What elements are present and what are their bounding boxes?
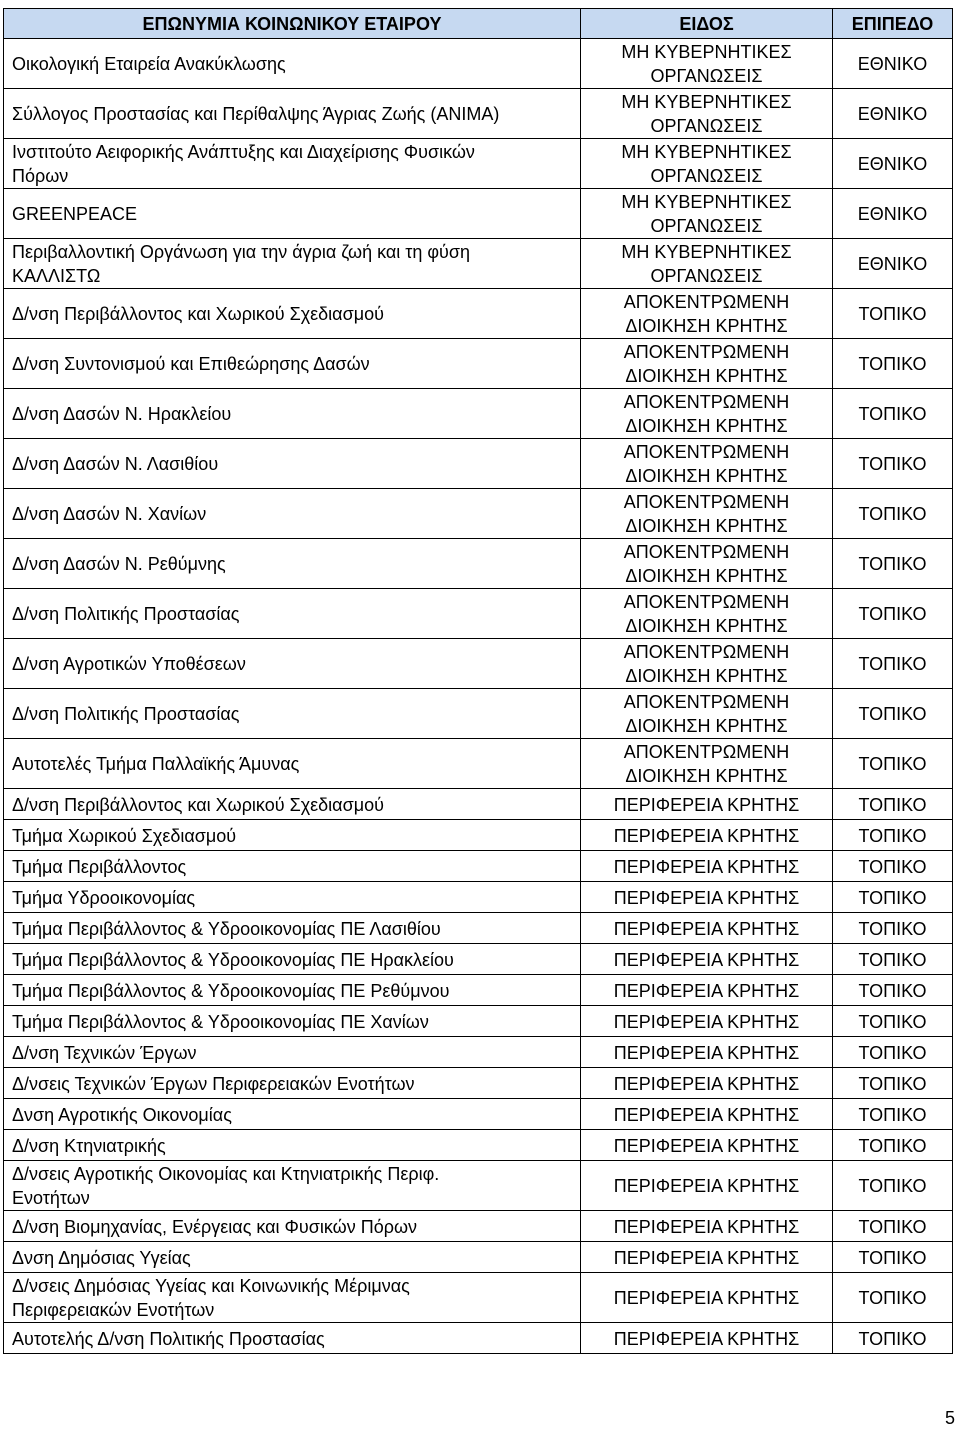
- organization-type: ΔΙΟΙΚΗΣΗ ΚΡΗΤΗΣ: [625, 366, 788, 386]
- organization-level: ΤΟΠΙΚΟ: [858, 654, 927, 674]
- organization-name: Δ/νση Συντονισμού και Επιθεώρησης Δασών: [12, 354, 370, 374]
- organization-level-cell: [833, 439, 953, 489]
- table-row: [4, 1323, 953, 1354]
- organization-name: Ινστιτούτο Αειφορικής Ανάπτυξης και Διαχείρισης Φυσικών: [12, 142, 475, 162]
- organization-type-cell: [581, 189, 833, 239]
- organization-type-cell: [581, 1242, 833, 1273]
- organization-level-cell: [833, 489, 953, 539]
- table-row: [4, 1068, 953, 1099]
- organization-type: ΠΕΡΙΦΕΡΕΙΑ ΚΡΗΤΗΣ: [613, 1042, 800, 1063]
- header-row: [4, 9, 953, 39]
- organization-name-cell: [4, 1037, 581, 1068]
- table-row: [4, 851, 953, 882]
- organization-name: Δ/νση Δασών Ν. Λασιθίου: [12, 454, 219, 474]
- organization-level-cell: [833, 639, 953, 689]
- organization-name: Τμήμα Περιβάλλοντος & Υδροοικονομίας ΠΕ Ρεθύμνου: [12, 980, 450, 1001]
- organization-level-cell: [833, 239, 953, 289]
- organization-level: ΤΟΠΙΚΟ: [858, 1104, 927, 1125]
- organization-name-cell: [4, 1068, 581, 1099]
- organization-level: ΤΟΠΙΚΟ: [858, 980, 927, 1001]
- organization-level: ΤΟΠΙΚΟ: [858, 794, 927, 815]
- table-row: [4, 739, 953, 789]
- table-row: [4, 882, 953, 913]
- organization-type: ΠΕΡΙΦΕΡΕΙΑ ΚΡΗΤΗΣ: [613, 825, 800, 846]
- organization-type-cell: [581, 882, 833, 913]
- organization-level: ΕΘΝΙΚΟ: [857, 54, 928, 74]
- organization-type: ΜΗ ΚΥΒΕΡΝΗΤΙΚΕΣ: [621, 192, 792, 212]
- organization-name: Δ/νσεις Δημόσιας Υγείας και Κοινωνικής Μέριμνας: [12, 1276, 410, 1296]
- organization-name: Τμήμα Χωρικού Σχεδιασμού: [12, 825, 237, 846]
- organization-type: ΠΕΡΙΦΕΡΕΙΑ ΚΡΗΤΗΣ: [613, 856, 800, 877]
- organization-name: Δ/νση Κτηνιατρικής: [12, 1135, 166, 1156]
- partners-table: [3, 8, 953, 1354]
- organization-type: ΟΡΓΑΝΩΣΕΙΣ: [650, 216, 763, 236]
- table-row: [4, 139, 953, 189]
- page-number: 5: [944, 1408, 955, 1428]
- organization-name: Ενοτήτων: [12, 1188, 90, 1208]
- organization-level: ΤΟΠΙΚΟ: [858, 1042, 927, 1063]
- organization-type: ΑΠΟΚΕΝΤΡΩΜΕΝΗ: [623, 442, 790, 462]
- organization-type-cell: [581, 1068, 833, 1099]
- organization-level-cell: [833, 789, 953, 820]
- table-row: [4, 339, 953, 389]
- organization-level: ΤΟΠΙΚΟ: [858, 1216, 927, 1237]
- organization-level: ΤΟΠΙΚΟ: [858, 1288, 927, 1308]
- organization-type-cell: [581, 1323, 833, 1354]
- organization-name-cell: [4, 389, 581, 439]
- organization-level: ΤΟΠΙΚΟ: [858, 1176, 927, 1196]
- organization-name: Περιφερειακών Ενοτήτων: [12, 1300, 215, 1320]
- organization-name: Δ/νση Πολιτικής Προστασίας: [12, 604, 240, 624]
- table-row: [4, 1130, 953, 1161]
- organization-level: ΤΟΠΙΚΟ: [858, 1247, 927, 1268]
- organization-type: ΠΕΡΙΦΕΡΕΙΑ ΚΡΗΤΗΣ: [613, 1011, 800, 1032]
- organization-level-cell: [833, 539, 953, 589]
- organization-level-cell: [833, 739, 953, 789]
- organization-type: ΜΗ ΚΥΒΕΡΝΗΤΙΚΕΣ: [621, 42, 792, 62]
- table-header: [4, 9, 953, 39]
- organization-type-cell: [581, 913, 833, 944]
- organization-name: Δ/νση Αγροτικών Υποθέσεων: [12, 654, 246, 674]
- organization-name: Τμήμα Περιβάλλοντος & Υδροοικονομίας ΠΕ Ηρακλείου: [12, 949, 454, 970]
- table-body: [4, 39, 953, 1354]
- organization-name-cell: [4, 1273, 581, 1323]
- organization-type: ΔΙΟΙΚΗΣΗ ΚΡΗΤΗΣ: [625, 316, 788, 336]
- organization-name: Οικολογική Εταιρεία Ανακύκλωσης: [12, 54, 286, 74]
- organization-level-cell: [833, 1006, 953, 1037]
- organization-level: ΕΘΝΙΚΟ: [857, 154, 928, 174]
- organization-type-cell: [581, 1006, 833, 1037]
- organization-level: ΤΟΠΙΚΟ: [858, 554, 927, 574]
- organization-level-cell: [833, 820, 953, 851]
- organization-name: ΚΑΛΛΙΣΤΩ: [12, 266, 101, 286]
- organization-type: ΠΕΡΙΦΕΡΕΙΑ ΚΡΗΤΗΣ: [613, 1176, 800, 1196]
- organization-type-cell: [581, 1273, 833, 1323]
- organization-level: ΤΟΠΙΚΟ: [858, 304, 927, 324]
- organization-name-cell: [4, 975, 581, 1006]
- table-row: [4, 689, 953, 739]
- table-row: [4, 489, 953, 539]
- organization-name-cell: [4, 1099, 581, 1130]
- table-row: [4, 1211, 953, 1242]
- organization-type-cell: [581, 89, 833, 139]
- organization-name: Τμήμα Περιβάλλοντος & Υδροοικονομίας ΠΕ Χανίων: [12, 1011, 429, 1032]
- organization-level: ΤΟΠΙΚΟ: [858, 825, 927, 846]
- organization-level: ΤΟΠΙΚΟ: [858, 1135, 927, 1156]
- organization-name-cell: [4, 1130, 581, 1161]
- organization-name-cell: [4, 439, 581, 489]
- organization-level-cell: [833, 689, 953, 739]
- organization-type-cell: [581, 739, 833, 789]
- organization-name-cell: [4, 944, 581, 975]
- organization-name: Τμήμα Περιβάλλοντος: [12, 856, 187, 877]
- organization-level: ΤΟΠΙΚΟ: [858, 887, 927, 908]
- organization-type-cell: [581, 39, 833, 89]
- organization-name: Δνση Δημόσιας Υγείας: [12, 1247, 191, 1268]
- organization-name: Δ/νση Δασών Ν. Ηρακλείου: [12, 404, 232, 424]
- table-row: [4, 39, 953, 89]
- table-row: [4, 789, 953, 820]
- table-row: [4, 1006, 953, 1037]
- organization-level-cell: [833, 1273, 953, 1323]
- organization-type-cell: [581, 489, 833, 539]
- organization-name-cell: [4, 882, 581, 913]
- organization-level: ΕΘΝΙΚΟ: [857, 254, 928, 274]
- organization-level-cell: [833, 139, 953, 189]
- organization-level-cell: [833, 589, 953, 639]
- organization-level-cell: [833, 882, 953, 913]
- organization-type: ΠΕΡΙΦΕΡΕΙΑ ΚΡΗΤΗΣ: [613, 1288, 800, 1308]
- organization-level-cell: [833, 944, 953, 975]
- table-row: [4, 1161, 953, 1211]
- organization-level-cell: [833, 289, 953, 339]
- table-row: [4, 913, 953, 944]
- organization-level-cell: [833, 1211, 953, 1242]
- organization-level: ΕΘΝΙΚΟ: [857, 104, 928, 124]
- organization-type: ΜΗ ΚΥΒΕΡΝΗΤΙΚΕΣ: [621, 242, 792, 262]
- organization-type: ΔΙΟΙΚΗΣΗ ΚΡΗΤΗΣ: [625, 466, 788, 486]
- organization-level-cell: [833, 1242, 953, 1273]
- organization-level: ΤΟΠΙΚΟ: [858, 1011, 927, 1032]
- organization-type: ΑΠΟΚΕΝΤΡΩΜΕΝΗ: [623, 492, 790, 512]
- organization-level: ΤΟΠΙΚΟ: [858, 704, 927, 724]
- table-row: [4, 189, 953, 239]
- organization-name: Πόρων: [12, 166, 69, 186]
- organization-level-cell: [833, 1130, 953, 1161]
- organization-type-cell: [581, 539, 833, 589]
- organization-name-cell: [4, 851, 581, 882]
- organization-type-cell: [581, 1161, 833, 1211]
- organization-type: ΑΠΟΚΕΝΤΡΩΜΕΝΗ: [623, 692, 790, 712]
- organization-type: ΔΙΟΙΚΗΣΗ ΚΡΗΤΗΣ: [625, 566, 788, 586]
- organization-type: ΔΙΟΙΚΗΣΗ ΚΡΗΤΗΣ: [625, 616, 788, 636]
- organization-level: ΤΟΠΙΚΟ: [858, 949, 927, 970]
- organization-name: Περιβαλλοντική Οργάνωση για την άγρια ζωή και τη φύση: [12, 242, 471, 262]
- organization-type: ΜΗ ΚΥΒΕΡΝΗΤΙΚΕΣ: [621, 92, 792, 112]
- organization-name: Δνση Αγροτικής Οικονομίας: [12, 1104, 232, 1125]
- organization-level: ΤΟΠΙΚΟ: [858, 454, 927, 474]
- organization-level-cell: [833, 89, 953, 139]
- table-row: [4, 1242, 953, 1273]
- organization-name-cell: [4, 639, 581, 689]
- organization-type-cell: [581, 1130, 833, 1161]
- organization-type-cell: [581, 389, 833, 439]
- organization-type: ΑΠΟΚΕΝΤΡΩΜΕΝΗ: [623, 642, 790, 662]
- organization-type: ΠΕΡΙΦΕΡΕΙΑ ΚΡΗΤΗΣ: [613, 1104, 800, 1125]
- organization-level-cell: [833, 851, 953, 882]
- table-row: [4, 389, 953, 439]
- organization-name: Αυτοτελές Τμήμα Παλλαϊκής Άμυνας: [12, 754, 300, 774]
- organization-level-cell: [833, 39, 953, 89]
- organization-type: ΠΕΡΙΦΕΡΕΙΑ ΚΡΗΤΗΣ: [613, 1216, 800, 1237]
- organization-type-cell: [581, 789, 833, 820]
- organization-type: ΟΡΓΑΝΩΣΕΙΣ: [650, 266, 763, 286]
- organization-type-cell: [581, 589, 833, 639]
- organization-name-cell: [4, 39, 581, 89]
- organization-level: ΤΟΠΙΚΟ: [858, 754, 927, 774]
- organization-type: ΔΙΟΙΚΗΣΗ ΚΡΗΤΗΣ: [625, 666, 788, 686]
- organization-type: ΔΙΟΙΚΗΣΗ ΚΡΗΤΗΣ: [625, 516, 788, 536]
- organization-name: Σύλλογος Προστασίας και Περίθαλψης Άγριας Ζωής (ANIMA): [12, 104, 500, 124]
- organization-type: ΔΙΟΙΚΗΣΗ ΚΡΗΤΗΣ: [625, 766, 788, 786]
- organization-level: ΤΟΠΙΚΟ: [858, 856, 927, 877]
- organization-level-cell: [833, 1068, 953, 1099]
- organization-type: ΑΠΟΚΕΝΤΡΩΜΕΝΗ: [623, 292, 790, 312]
- organization-type-cell: [581, 944, 833, 975]
- table-row: [4, 944, 953, 975]
- organization-type: ΑΠΟΚΕΝΤΡΩΜΕΝΗ: [623, 392, 790, 412]
- organization-name: Αυτοτελής Δ/νση Πολιτικής Προστασίας: [12, 1328, 325, 1349]
- organization-name: Δ/νση Δασών Ν. Χανίων: [12, 504, 207, 524]
- organization-level-cell: [833, 1099, 953, 1130]
- organization-level: ΤΟΠΙΚΟ: [858, 604, 927, 624]
- organization-level: ΤΟΠΙΚΟ: [858, 404, 927, 424]
- organization-type-cell: [581, 639, 833, 689]
- organization-name-cell: [4, 789, 581, 820]
- organization-name-cell: [4, 1242, 581, 1273]
- organization-name-cell: [4, 339, 581, 389]
- table-row: [4, 89, 953, 139]
- organization-name-cell: [4, 589, 581, 639]
- column-header-level: ΕΠΙΠΕΔΟ: [833, 9, 953, 39]
- organization-type: ΑΠΟΚΕΝΤΡΩΜΕΝΗ: [623, 592, 790, 612]
- organization-level: ΤΟΠΙΚΟ: [858, 354, 927, 374]
- organization-type: ΠΕΡΙΦΕΡΕΙΑ ΚΡΗΤΗΣ: [613, 1247, 800, 1268]
- organization-name-cell: [4, 820, 581, 851]
- organization-level-cell: [833, 1161, 953, 1211]
- organization-type: ΜΗ ΚΥΒΕΡΝΗΤΙΚΕΣ: [621, 142, 792, 162]
- organization-type-cell: [581, 339, 833, 389]
- organization-name: Δ/νση Τεχνικών Έργων: [12, 1042, 197, 1063]
- organization-name: Δ/νσεις Αγροτικής Οικονομίας και Κτηνιατρικής Περιφ.: [12, 1164, 440, 1184]
- organization-type: ΔΙΟΙΚΗΣΗ ΚΡΗΤΗΣ: [625, 716, 788, 736]
- table-row: [4, 239, 953, 289]
- table-row: [4, 975, 953, 1006]
- organization-name-cell: [4, 913, 581, 944]
- organization-level: ΕΘΝΙΚΟ: [857, 204, 928, 224]
- organization-type: ΟΡΓΑΝΩΣΕΙΣ: [650, 116, 763, 136]
- organization-type: ΑΠΟΚΕΝΤΡΩΜΕΝΗ: [623, 342, 790, 362]
- organization-level-cell: [833, 189, 953, 239]
- organization-type: ΟΡΓΑΝΩΣΕΙΣ: [650, 66, 763, 86]
- organization-type: ΠΕΡΙΦΕΡΕΙΑ ΚΡΗΤΗΣ: [613, 887, 800, 908]
- organization-type: ΠΕΡΙΦΕΡΕΙΑ ΚΡΗΤΗΣ: [613, 1135, 800, 1156]
- organization-type: ΟΡΓΑΝΩΣΕΙΣ: [650, 166, 763, 186]
- organization-type-cell: [581, 439, 833, 489]
- organization-type: ΠΕΡΙΦΕΡΕΙΑ ΚΡΗΤΗΣ: [613, 949, 800, 970]
- organization-name: Δ/νση Δασών Ν. Ρεθύμνης: [12, 554, 226, 574]
- organization-type-cell: [581, 289, 833, 339]
- organization-name: GREENPEACE: [12, 204, 138, 224]
- organization-name-cell: [4, 239, 581, 289]
- organization-name: Δ/νση Περιβάλλοντος και Χωρικού Σχεδιασμού: [12, 304, 384, 324]
- organization-name: Δ/νση Περιβάλλοντος και Χωρικού Σχεδιασμού: [12, 794, 384, 815]
- table-row: [4, 1099, 953, 1130]
- organization-type: ΠΕΡΙΦΕΡΕΙΑ ΚΡΗΤΗΣ: [613, 794, 800, 815]
- organization-type: ΑΠΟΚΕΝΤΡΩΜΕΝΗ: [623, 542, 790, 562]
- organization-type-cell: [581, 1037, 833, 1068]
- table-row: [4, 1037, 953, 1068]
- organization-name: Δ/νση Πολιτικής Προστασίας: [12, 704, 240, 724]
- organization-name-cell: [4, 1006, 581, 1037]
- organization-type: ΠΕΡΙΦΕΡΕΙΑ ΚΡΗΤΗΣ: [613, 918, 800, 939]
- organization-type: ΠΕΡΙΦΕΡΕΙΑ ΚΡΗΤΗΣ: [613, 980, 800, 1001]
- organization-level-cell: [833, 913, 953, 944]
- organization-name: Τμήμα Υδροοικονομίας: [12, 887, 196, 908]
- organization-type: ΠΕΡΙΦΕΡΕΙΑ ΚΡΗΤΗΣ: [613, 1073, 800, 1094]
- organization-type: ΠΕΡΙΦΕΡΕΙΑ ΚΡΗΤΗΣ: [613, 1328, 800, 1349]
- organization-type-cell: [581, 689, 833, 739]
- organization-name: Τμήμα Περιβάλλοντος & Υδροοικονομίας ΠΕ Λασιθίου: [12, 918, 441, 939]
- organization-name-cell: [4, 489, 581, 539]
- table-row: [4, 820, 953, 851]
- organization-level: ΤΟΠΙΚΟ: [858, 1328, 927, 1349]
- organization-name-cell: [4, 1161, 581, 1211]
- organization-name: Δ/νση Βιομηχανίας, Ενέργειας και Φυσικών Πόρων: [12, 1216, 418, 1237]
- organization-name-cell: [4, 539, 581, 589]
- column-header-type: ΕΙΔΟΣ: [581, 9, 833, 39]
- table-row: [4, 639, 953, 689]
- organization-name-cell: [4, 139, 581, 189]
- organization-level-cell: [833, 389, 953, 439]
- organization-level-cell: [833, 1037, 953, 1068]
- organization-type-cell: [581, 139, 833, 189]
- organization-type-cell: [581, 820, 833, 851]
- organization-name-cell: [4, 89, 581, 139]
- organization-type-cell: [581, 975, 833, 1006]
- organization-type-cell: [581, 239, 833, 289]
- organization-type: ΑΠΟΚΕΝΤΡΩΜΕΝΗ: [623, 742, 790, 762]
- organization-name-cell: [4, 689, 581, 739]
- table-row: [4, 1273, 953, 1323]
- organization-name-cell: [4, 739, 581, 789]
- organization-name-cell: [4, 189, 581, 239]
- organization-name: Δ/νσεις Τεχνικών Έργων Περιφερειακών Ενοτήτων: [12, 1073, 415, 1094]
- organization-level-cell: [833, 1323, 953, 1354]
- organization-type-cell: [581, 851, 833, 882]
- organization-level: ΤΟΠΙΚΟ: [858, 1073, 927, 1094]
- organization-type-cell: [581, 1211, 833, 1242]
- column-header-name: ΕΠΩΝΥΜΙΑ ΚΟΙΝΩΝΙΚΟΥ ΕΤΑΙΡΟΥ: [4, 9, 581, 39]
- organization-type-cell: [581, 1099, 833, 1130]
- organization-name-cell: [4, 1211, 581, 1242]
- organization-level-cell: [833, 339, 953, 389]
- organization-name-cell: [4, 289, 581, 339]
- organization-level: ΤΟΠΙΚΟ: [858, 918, 927, 939]
- table-row: [4, 589, 953, 639]
- organization-name-cell: [4, 1323, 581, 1354]
- table-row: [4, 289, 953, 339]
- organization-level: ΤΟΠΙΚΟ: [858, 504, 927, 524]
- table-row: [4, 539, 953, 589]
- table-row: [4, 439, 953, 489]
- organization-level-cell: [833, 975, 953, 1006]
- organization-type: ΔΙΟΙΚΗΣΗ ΚΡΗΤΗΣ: [625, 416, 788, 436]
